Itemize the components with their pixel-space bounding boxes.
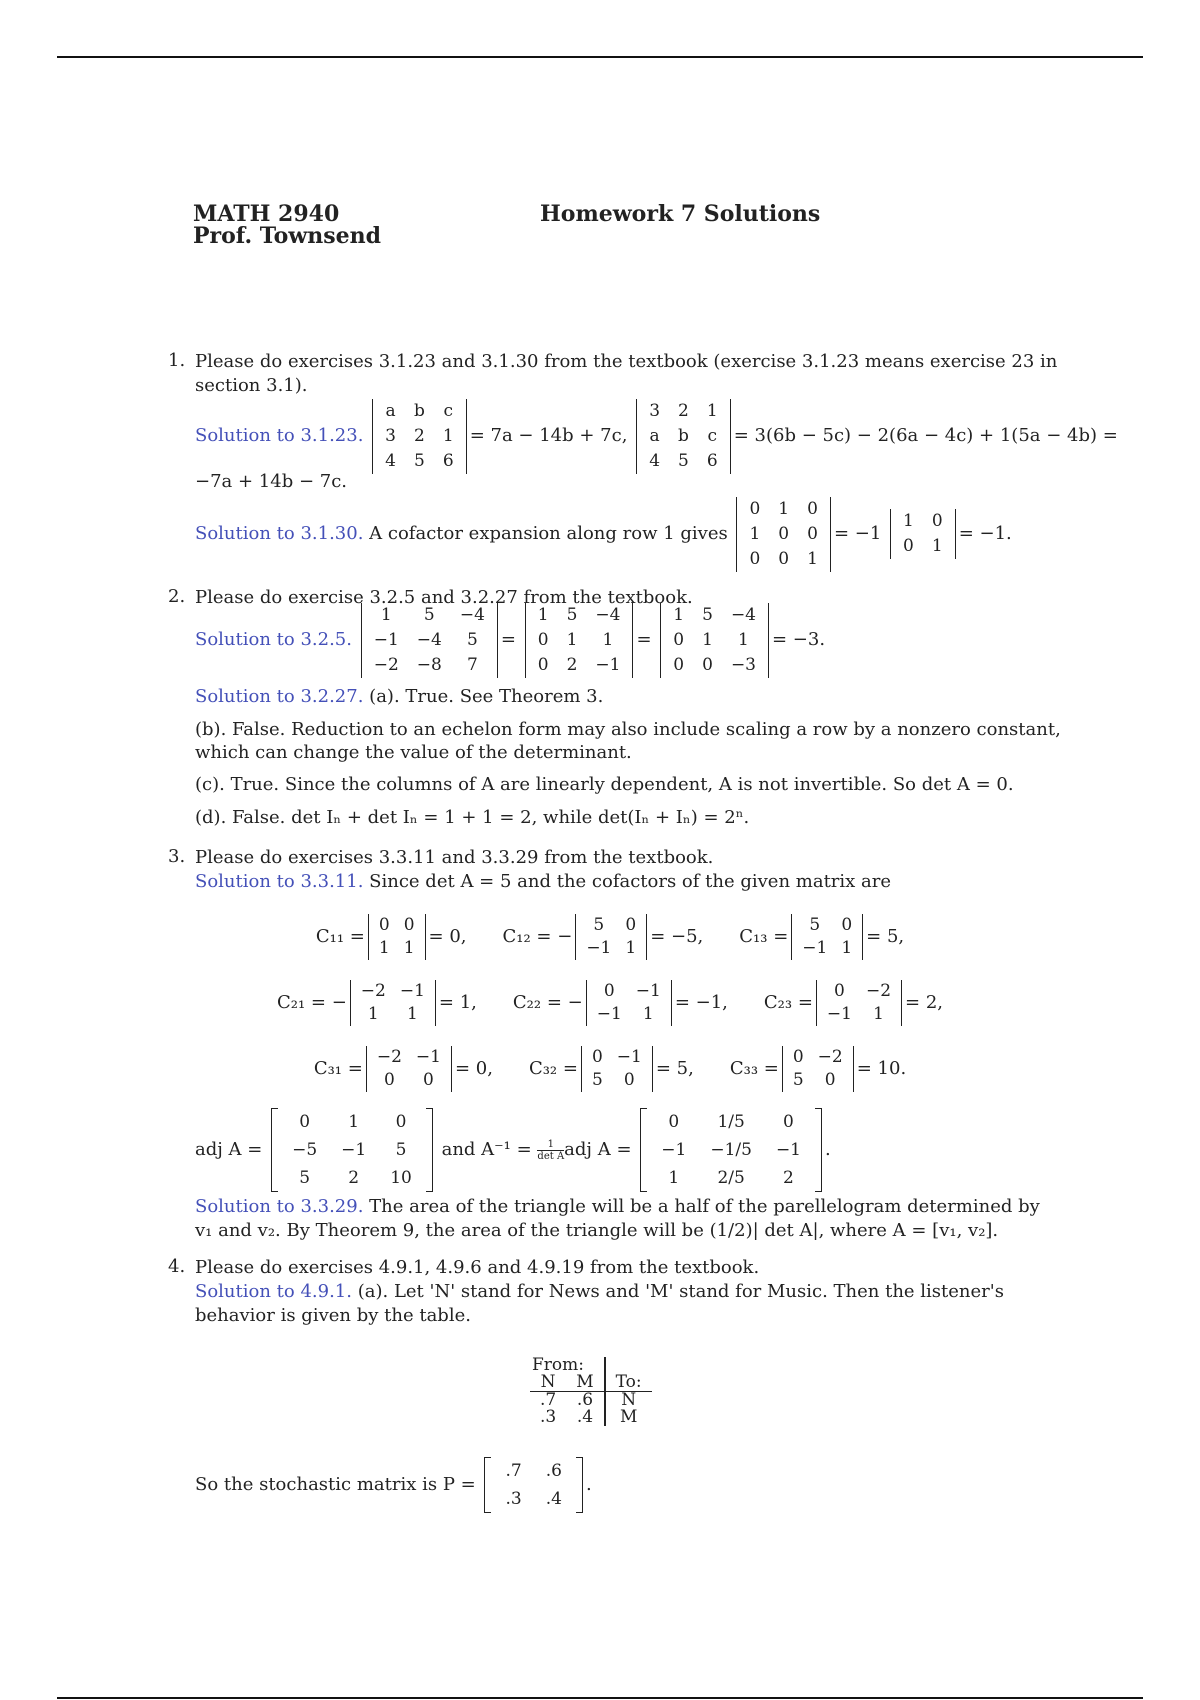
sol-3-2-5-label: Solution to 3.2.5.	[195, 629, 352, 650]
matrix-entry: 4	[649, 450, 661, 471]
matrix-entry: 1	[403, 938, 415, 958]
matrix-entry: 4	[385, 450, 396, 471]
matrix-entry: −1	[415, 1047, 441, 1067]
cofactor-equation	[316, 914, 467, 960]
sol-3-1-23	[195, 396, 1118, 476]
matrix-entry: −2	[360, 981, 386, 1001]
table-cell: .6	[576, 1390, 594, 1410]
matrix-entry: 0	[834, 981, 845, 1001]
matrix-entry: 0	[383, 1070, 395, 1090]
matrix-entry: 1	[873, 1004, 884, 1024]
matrix-entry: 0	[778, 523, 790, 544]
matrix-entry: −1	[635, 981, 661, 1001]
adj-lhs: adj A =	[195, 1139, 263, 1160]
matrix-entry: 3	[649, 400, 661, 421]
matrix-entry: 0	[778, 548, 790, 569]
matrix-entry: 0	[824, 1070, 836, 1090]
bracket-matrix	[640, 1108, 822, 1192]
cofactor-lhs: C₂₂ = −	[512, 992, 583, 1013]
matrix-entry: 2	[566, 654, 578, 675]
matrix-entry: −1	[596, 1004, 622, 1024]
matrix-entry: −1	[399, 981, 425, 1001]
matrix-entry: 0	[299, 1112, 311, 1132]
q3-number: 3.	[168, 846, 186, 867]
matrix-entry: .3	[505, 1489, 522, 1509]
matrix-entry: 1	[378, 938, 390, 958]
matrix-entry: −2	[865, 981, 892, 1001]
bracket-matrix	[484, 1457, 582, 1513]
adjugate-line	[195, 1105, 831, 1195]
matrix-entry: 5	[466, 629, 478, 650]
matrix-entry: 0	[673, 654, 685, 675]
equation-text: = 7a − 14b + 7c,	[469, 425, 628, 446]
bottom-rule	[57, 1697, 1143, 1699]
sol-3-2-27-c: (c). True. Since the columns of A are linearly dependent, A is not invertible. So det A = 0.	[195, 774, 1014, 795]
matrix-entry: 0	[673, 629, 685, 650]
matrix-entry: 5	[702, 604, 713, 625]
fraction-denominator: det A	[537, 1150, 565, 1162]
matrix-entry: −1	[586, 938, 612, 958]
sol-3-3-29-text: The area of the triangle will be a half of the parellelogram determined by	[369, 1196, 1040, 1217]
matrix-entry: 1	[442, 425, 454, 446]
matrix-entry: c	[443, 400, 454, 421]
matrix-entry: 0	[623, 1070, 635, 1090]
matrix-entry: 0	[792, 1047, 804, 1067]
cofactor-rhs: = 10.	[856, 1058, 907, 1079]
q1-number: 1.	[168, 350, 186, 371]
matrix-entry: 0	[903, 536, 914, 556]
sol-3-1-23-label: Solution to 3.1.23.	[195, 425, 364, 446]
sol-3-2-27-a: (a). True. See Theorem 3.	[369, 686, 604, 707]
matrix-entry: 5	[423, 604, 435, 625]
determinant	[581, 1046, 653, 1092]
sol-4-9-1-label: Solution to 4.9.1.	[195, 1281, 352, 1302]
sol-3-2-5	[195, 600, 825, 680]
matrix-entry: 5	[395, 1140, 407, 1160]
cofactor-lhs: C₃₂ =	[528, 1058, 578, 1079]
matrix-entry: 1	[807, 548, 818, 569]
matrix-entry: a	[649, 425, 660, 446]
matrix-entry: −1	[661, 1140, 687, 1160]
matrix-entry: −1	[826, 1004, 852, 1024]
cofactor-rhs: = −1,	[674, 992, 728, 1013]
sol-4-9-1	[195, 1280, 1004, 1304]
matrix-entry: 1	[537, 604, 549, 625]
determinant	[791, 914, 863, 960]
to-label: To:	[605, 1374, 652, 1392]
matrix-entry: 10	[390, 1168, 412, 1188]
matrix-entry: −3	[730, 654, 756, 675]
q4-number: 4.	[168, 1256, 186, 1277]
sol-3-1-30	[195, 494, 1012, 574]
sol-3-2-27-label: Solution to 3.2.27.	[195, 686, 364, 707]
matrix-entry: 5	[414, 450, 425, 471]
matrix-entry: 0	[783, 1112, 794, 1132]
matrix-entry: 0	[807, 523, 818, 544]
determinant	[368, 914, 426, 960]
from-label: From:	[532, 1355, 585, 1375]
sol-4-9-1-text: (a). Let 'N' stand for News and 'M' stand for Music. Then the listener's	[357, 1281, 1004, 1302]
matrix-entry: 1	[348, 1112, 360, 1132]
matrix-entry: 6	[706, 450, 718, 471]
period: .	[825, 1139, 831, 1160]
determinant	[890, 509, 956, 559]
cofactor-equation	[314, 1046, 493, 1092]
matrix-entry: b	[678, 425, 689, 446]
matrix-entry: 3	[385, 425, 396, 446]
determinant	[782, 1046, 854, 1092]
matrix-entry: 0	[668, 1112, 680, 1132]
bracket-matrix	[271, 1108, 433, 1192]
matrix-entry: 7	[466, 654, 478, 675]
equation-text: = 3(6b − 5c) − 2(6a − 4c) + 1(5a − 4b) =	[733, 425, 1118, 446]
sol-3-2-27-d: (d). False. det Iₙ + det Iₙ = 1 + 1 = 2, while det(Iₙ + Iₙ) = 2ⁿ.	[195, 807, 750, 828]
cofactor-lhs: C₁₂ = −	[502, 926, 573, 947]
matrix-entry: −1	[802, 938, 828, 958]
matrix-entry: −1/5	[710, 1140, 752, 1160]
equals-sign: =	[636, 629, 652, 650]
matrix-entry: 2	[414, 425, 425, 446]
matrix-entry: −4	[416, 629, 442, 650]
professor-name: Prof. Townsend	[193, 223, 382, 249]
cofactor-rhs: = 0,	[454, 1058, 493, 1079]
inv-text-2: adj A =	[564, 1139, 632, 1160]
table-cell: .4	[576, 1407, 594, 1427]
matrix-entry: 5	[593, 915, 605, 935]
top-rule	[57, 56, 1143, 58]
cofactor-lhs: C₃₁ =	[313, 1058, 363, 1079]
matrix-entry: .6	[545, 1461, 562, 1481]
cofactor-rhs: = 5,	[655, 1058, 694, 1079]
stochastic-line	[195, 1455, 592, 1515]
determinant	[575, 914, 647, 960]
matrix-entry: 1	[841, 938, 853, 958]
matrix-entry: 2/5	[717, 1168, 745, 1188]
matrix-entry: 6	[442, 450, 454, 471]
period: .	[585, 1474, 592, 1495]
sol-3-1-30-text: A cofactor expansion along row 1 gives	[369, 523, 728, 544]
matrix-entry: 5	[566, 604, 578, 625]
matrix-entry: 1	[380, 604, 392, 625]
matrix-entry: b	[414, 400, 425, 421]
row-label: N	[605, 1392, 652, 1410]
equals-sign: =	[500, 629, 516, 650]
cofactor-equation	[513, 980, 728, 1026]
sol-3-2-27-b-cont: which can change the value of the determinant.	[195, 742, 632, 763]
matrix-entry: 1	[625, 938, 637, 958]
row-label: M	[605, 1409, 652, 1426]
matrix-entry: 5	[792, 1070, 804, 1090]
matrix-entry: 0	[423, 1070, 434, 1090]
cofactor-lhs: C₁₃ =	[739, 926, 789, 947]
sol-3-3-11-text: Since det A = 5 and the cofactors of the given matrix are	[369, 871, 892, 892]
matrix-entry: 1	[668, 1168, 680, 1188]
matrix-entry: 5	[591, 1070, 603, 1090]
matrix-entry: 1	[367, 1004, 379, 1024]
matrix-entry: 1	[702, 629, 713, 650]
matrix-entry: 0	[403, 915, 415, 935]
determinant	[525, 603, 634, 678]
q3-prompt: Please do exercises 3.3.11 and 3.3.29 from the textbook.	[195, 847, 714, 868]
sol-3-3-11	[195, 870, 891, 894]
matrix-entry: 1	[706, 400, 718, 421]
fraction-numerator: 1	[537, 1139, 564, 1151]
matrix-entry: 0	[378, 915, 390, 935]
cofactor-rhs: = 5,	[866, 926, 905, 947]
matrix-entry: 1	[903, 511, 914, 531]
matrix-entry: 0	[702, 654, 713, 675]
matrix-entry: 5	[299, 1168, 311, 1188]
cofactor-equation	[764, 980, 943, 1026]
fraction	[537, 1139, 564, 1162]
matrix-entry: 1	[566, 629, 578, 650]
cofactor-equation	[730, 1046, 906, 1092]
matrix-entry: 5	[678, 450, 689, 471]
col-header: N	[540, 1372, 556, 1392]
matrix-entry: 1	[406, 1004, 418, 1024]
matrix-entry: a	[385, 400, 396, 421]
matrix-entry: 0	[841, 915, 853, 935]
sol-3-1-30-label: Solution to 3.1.30.	[195, 523, 364, 544]
col-header: M	[576, 1372, 594, 1392]
determinant	[660, 603, 769, 678]
q2-prompt: Please do exercise 3.2.5 and 3.2.27 from the textbook.	[195, 587, 693, 608]
sol-3-3-11-label: Solution to 3.3.11.	[195, 871, 364, 892]
matrix-entry: −1	[595, 654, 621, 675]
matrix-entry: 5	[809, 915, 821, 935]
matrix-entry: 1	[642, 1004, 654, 1024]
matrix-entry: −2	[817, 1047, 843, 1067]
table-cell: .3	[540, 1407, 557, 1427]
matrix-entry: c	[707, 425, 718, 446]
equation-text: = −1.	[958, 523, 1012, 544]
transition-table	[530, 1357, 652, 1426]
matrix-entry: 1/5	[717, 1112, 745, 1132]
sol-3-3-29-label: Solution to 3.3.29.	[195, 1196, 364, 1217]
cofactor-lhs: C₁₁ =	[315, 926, 365, 947]
matrix-entry: −1	[775, 1140, 801, 1160]
cofactor-rhs: = 0,	[428, 926, 467, 947]
matrix-entry: 1	[931, 536, 943, 556]
q1-prompt: Please do exercises 3.1.23 and 3.1.30 from the textbook (exercise 3.1.23 means exercise 23 in	[195, 351, 1058, 372]
sol-3-1-23-result: −7a + 14b − 7c.	[195, 471, 347, 492]
matrix-entry: 0	[537, 629, 549, 650]
matrix-entry: 2	[678, 400, 689, 421]
matrix-entry: 1	[749, 523, 761, 544]
sol-3-3-29	[195, 1195, 1040, 1219]
matrix-entry: 1	[778, 498, 790, 519]
matrix-entry: 0	[807, 498, 818, 519]
q4-prompt: Please do exercises 4.9.1, 4.9.6 and 4.9.19 from the textbook.	[195, 1257, 760, 1278]
determinant	[636, 399, 731, 474]
course-code: MATH 2940	[193, 201, 340, 227]
q1-prompt-cont: section 3.1).	[195, 375, 308, 396]
cofactor-rhs: = −5,	[650, 926, 704, 947]
cofactor-rhs: = 2,	[905, 992, 944, 1013]
equation-text: = −3.	[772, 629, 826, 650]
matrix-entry: −4	[459, 604, 485, 625]
matrix-entry: .4	[545, 1489, 562, 1509]
cofactor-equation	[503, 914, 704, 960]
matrix-entry: 0	[395, 1112, 407, 1132]
matrix-entry: 1	[673, 604, 685, 625]
matrix-entry: 0	[749, 498, 761, 519]
matrix-entry: 0	[931, 511, 943, 531]
inv-text: and A⁻¹ =	[441, 1139, 532, 1160]
matrix-entry: .7	[505, 1461, 522, 1481]
sol-4-9-1-cont: behavior is given by the table.	[195, 1305, 471, 1326]
matrix-entry: −4	[730, 604, 756, 625]
matrix-entry: 0	[749, 548, 761, 569]
cofactor-equation	[529, 1046, 694, 1092]
matrix-entry: −4	[595, 604, 621, 625]
cofactor-lhs: C₂₁ = −	[276, 992, 347, 1013]
matrix-entry: −1	[373, 629, 399, 650]
matrix-entry: 0	[537, 654, 549, 675]
determinant	[736, 497, 830, 572]
cofactor-lhs: C₂₃ =	[763, 992, 813, 1013]
matrix-entry: −8	[416, 654, 442, 675]
sol-3-3-29-cont: v₁ and v₂. By Theorem 9, the area of the triangle will be (1/2)| det A|, where A = [v₁, v₂].	[195, 1220, 999, 1241]
determinant	[586, 980, 672, 1026]
matrix-entry: 1	[602, 629, 614, 650]
determinant	[816, 980, 902, 1026]
matrix-entry: 2	[783, 1168, 794, 1188]
matrix-entry: −2	[376, 1047, 402, 1067]
cofactor-grid	[230, 904, 990, 1102]
determinant	[350, 980, 436, 1026]
matrix-entry: 0	[625, 915, 637, 935]
matrix-entry: −5	[292, 1140, 318, 1160]
matrix-entry: −1	[341, 1140, 367, 1160]
sol-3-2-27	[195, 685, 603, 709]
stochastic-text: So the stochastic matrix is P =	[195, 1474, 476, 1495]
cofactor-lhs: C₃₃ =	[729, 1058, 779, 1079]
cofactor-rhs: = 1,	[438, 992, 477, 1013]
matrix-entry: 1	[738, 629, 749, 650]
matrix-entry: 0	[591, 1047, 603, 1067]
table-cell: .7	[540, 1390, 557, 1410]
page-title: Homework 7 Solutions	[540, 201, 821, 227]
determinant	[372, 399, 467, 474]
cofactor-equation	[277, 980, 477, 1026]
determinant	[361, 603, 498, 678]
matrix-entry: −2	[373, 654, 399, 675]
matrix-entry: −1	[616, 1047, 642, 1067]
cofactor-equation	[739, 914, 904, 960]
matrix-entry: 2	[348, 1168, 360, 1188]
equation-text: = −1	[833, 523, 882, 544]
matrix-entry: 0	[603, 981, 615, 1001]
determinant	[366, 1046, 452, 1092]
sol-3-2-27-b: (b). False. Reduction to an echelon form may also include scaling a row by a nonzero constant,	[195, 719, 1061, 740]
q2-number: 2.	[168, 586, 186, 607]
